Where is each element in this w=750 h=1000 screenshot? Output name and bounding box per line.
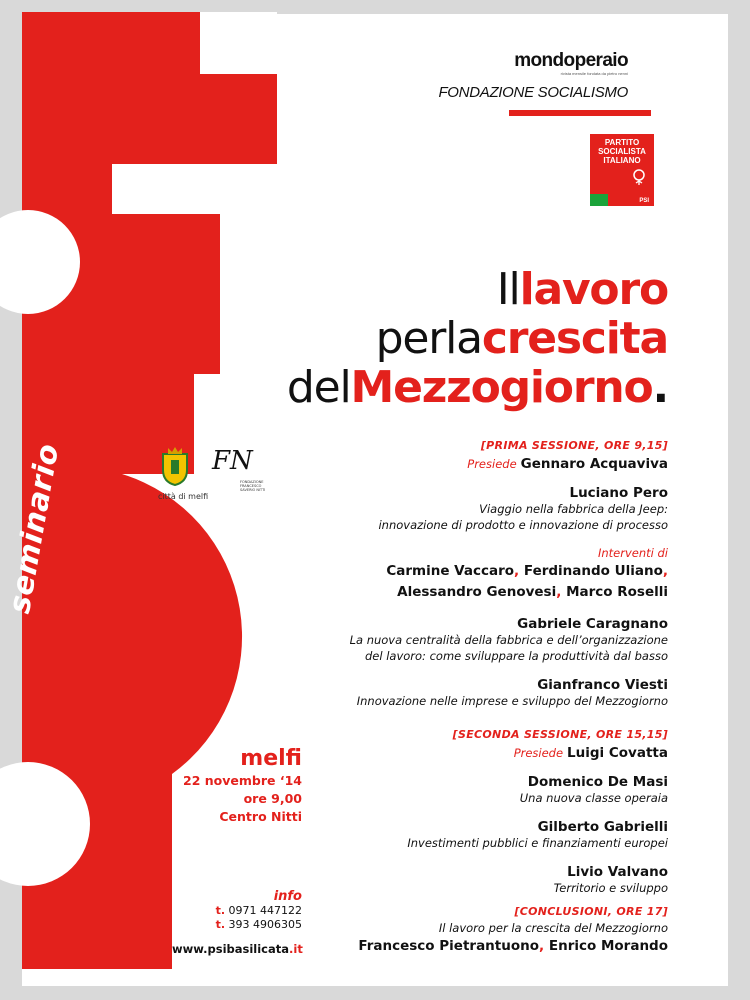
talk-demasi: Una nuova classe operaia <box>519 791 668 805</box>
psi-logo-label: PSI <box>639 198 649 204</box>
session-1-chair: Presiede Gennaro Acquaviva <box>467 456 668 472</box>
mondoperaio-subtitle: rivista mensile fondata da pietro nenni <box>560 71 628 76</box>
talk-valvano: Territorio e sviluppo <box>553 881 668 895</box>
nitti-label: FONDAZIONE FRANCESCO SAVERIO NITTI <box>240 480 266 492</box>
talk-caragnano-2: del lavoro: come sviluppare la produttività dal basso <box>364 649 668 663</box>
interventi-line-1: Carmine Vaccaro, Ferdinando Uliano, <box>386 563 668 579</box>
fondazione-socialismo-logo: FONDAZIONE SOCIALISMO <box>438 84 628 101</box>
speaker-gabrielli: Gilberto Gabrielli <box>537 819 668 835</box>
speaker-viesti: Gianfranco Viesti <box>537 677 668 693</box>
title-line-1 <box>496 264 668 315</box>
rose-icon <box>630 168 648 186</box>
info-heading: info <box>273 889 302 904</box>
conclusions-speakers: Francesco Pietrantuono, Enrico Morando <box>358 938 668 954</box>
psi-green-band <box>590 194 608 206</box>
talk-caragnano-1: La nuova centralità della fabbrica e dell’organizzazione <box>349 633 668 647</box>
event-city: melfi <box>240 746 302 771</box>
fondazione-underline <box>509 110 651 116</box>
nitti-monogram: FN <box>212 446 253 476</box>
session-1-header: [PRIMA SESSIONE, ORE 9,15] <box>480 439 668 452</box>
interventi-line-2: Alessandro Genovesi, Marco Roselli <box>397 584 668 600</box>
speaker-demasi: Domenico De Masi <box>527 774 668 790</box>
event-time: ore 9,00 <box>243 791 302 806</box>
phone-2: t. 393 4906305 <box>215 918 302 931</box>
psi-logo-name: PARTITO SOCIALISTA ITALIANO <box>598 138 646 165</box>
title-word-del: del <box>286 362 351 413</box>
event-date: 22 novembre ‘14 <box>183 773 302 788</box>
program <box>248 438 668 957</box>
mondoperaio-logo: mondoperaio <box>514 50 628 71</box>
title-line-2 <box>375 313 668 364</box>
white-notch-mid <box>194 164 224 214</box>
interventi-label: Interventi di <box>597 546 668 560</box>
psi-logo <box>590 134 654 206</box>
poster <box>2 14 728 986</box>
talk-gabrielli: Investimenti pubblici e finanziamenti europei <box>407 836 668 850</box>
event-venue: Centro Nitti <box>219 809 302 824</box>
title-dot: . <box>652 362 668 413</box>
title-word-perla: perla <box>375 313 482 364</box>
melfi-label: città di melfi <box>158 492 209 501</box>
speaker-pero: Luciano Pero <box>569 485 668 501</box>
talk-conclusions: Il lavoro per la crescita del Mezzogiorno <box>438 921 668 935</box>
talk-viesti: Innovazione nelle imprese e sviluppo del Mezzogiorno <box>356 694 668 708</box>
title-word-lavoro: lavoro <box>519 264 668 315</box>
seminario-label: seminario <box>2 441 67 617</box>
website-link[interactable]: www.psibasilicata.it <box>172 942 303 956</box>
melfi-crest-icon <box>160 446 190 486</box>
conclusions-header: [CONCLUSIONI, ORE 17] <box>514 905 668 918</box>
session-2-header: [SECONDA SESSIONE, ORE 15,15] <box>452 728 668 741</box>
title-word-il: Il <box>496 264 520 315</box>
title-line-3 <box>286 362 668 413</box>
title-word-crescita: crescita <box>481 313 668 364</box>
title-word-mezzogiorno: Mezzogiorno <box>350 362 653 413</box>
white-notch-top <box>200 12 277 74</box>
speaker-caragnano: Gabriele Caragnano <box>517 616 668 632</box>
session-2-chair: Presiede Luigi Covatta <box>513 745 668 761</box>
speaker-valvano: Livio Valvano <box>567 864 668 880</box>
phone-1: t. 0971 447122 <box>215 904 302 917</box>
talk-pero-1: Viaggio nella fabbrica della Jeep: <box>479 502 668 516</box>
talk-pero-2: innovazione di prodotto e innovazione di processo <box>378 518 668 532</box>
